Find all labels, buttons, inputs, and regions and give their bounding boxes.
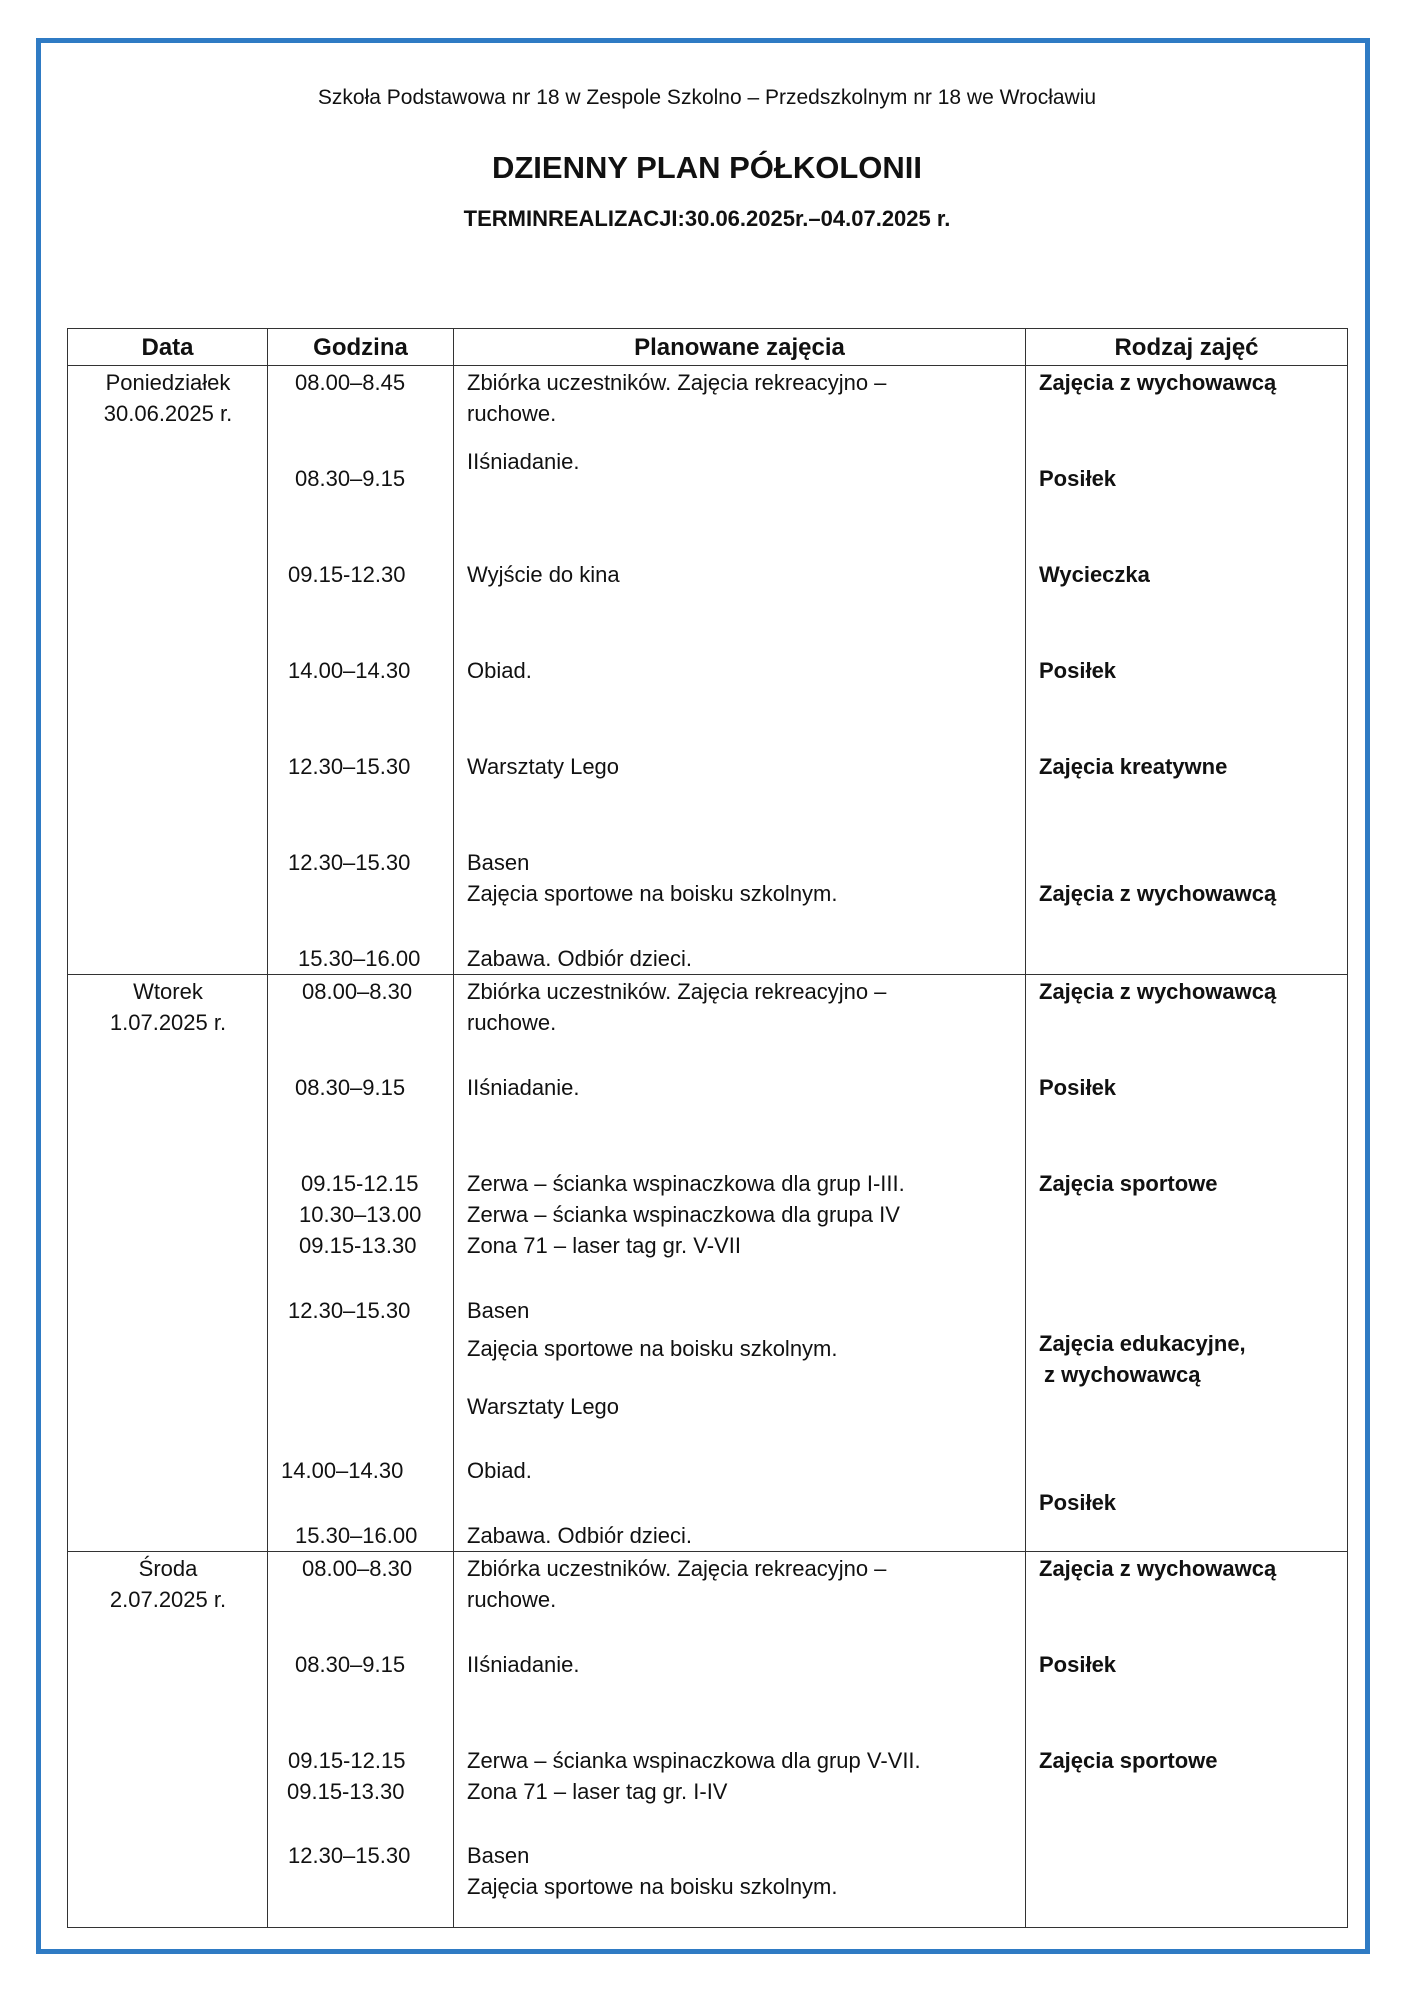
day-date: 30.06.2025 r. (103, 401, 233, 426)
hours-cell (268, 975, 454, 1552)
activity-line: ruchowe. (467, 401, 557, 426)
activity-line: Zajęcia sportowe na boisku szkolnym. (467, 1874, 838, 1899)
schedule-table (67, 328, 1348, 1928)
activity-line: Zbiórka uczestników. Zajęcia rekreacyjno – (467, 370, 887, 395)
hours-cell (268, 366, 454, 975)
activity-type: Zajęcia kreatywne (1039, 754, 1228, 779)
activity-line: Warsztaty Lego (467, 1394, 620, 1419)
activity-type: Zajęcia z wychowawcą (1039, 370, 1277, 395)
day-date: 2.07.2025 r. (109, 1587, 227, 1612)
activity-line: Zajęcia sportowe na boisku szkolnym. (467, 881, 838, 906)
date-cell (68, 366, 268, 975)
types-cell (1026, 1552, 1348, 1928)
activity-type: z wychowawcą (1044, 1362, 1201, 1387)
activity-type: Zajęcia sportowe (1039, 1748, 1218, 1773)
activity-type: Zajęcia z wychowawcą (1039, 979, 1277, 1004)
header-planowane-zajecia: Planowane zajęcia (454, 329, 1026, 366)
activity-line: Zerwa – ścianka wspinaczkowa dla grup I-III. (467, 1171, 905, 1196)
hour: 08.00–8.45 (295, 370, 406, 395)
activities-cell (454, 1552, 1026, 1928)
activity-line: Wyjście do kina (467, 562, 620, 587)
hour: 12.30–15.30 (288, 850, 411, 875)
hour: 08.30–9.15 (295, 1075, 406, 1100)
activity-type: Posiłek (1039, 1652, 1117, 1677)
activity-line: Basen (467, 850, 530, 875)
hour: 08.30–9.15 (295, 466, 406, 491)
hour: 15.30–16.00 (298, 946, 421, 971)
table-row-wednesday (68, 1552, 1348, 1928)
hour: 15.30–16.00 (295, 1523, 418, 1548)
hour: 14.00–14.30 (281, 1458, 404, 1483)
hour: 09.15-12.15 (288, 1748, 406, 1773)
header-rodzaj-zajec: Rodzaj zajęć (1026, 329, 1348, 366)
hour: 08.00–8.30 (302, 1556, 413, 1581)
term-dates: TERMINREALIZACJI:30.06.2025r.–04.07.2025 r. (463, 206, 951, 231)
activity-line: Zabawa. Odbiór dzieci. (467, 1523, 692, 1548)
types-cell (1026, 975, 1348, 1552)
activity-type: Zajęcia sportowe (1039, 1171, 1218, 1196)
activity-line: Zona 71 – laser tag gr. V-VII (467, 1233, 741, 1258)
day-date: 1.07.2025 r. (109, 1010, 227, 1035)
hour: 08.30–9.15 (295, 1652, 406, 1677)
activities-cell (454, 366, 1026, 975)
activity-type: Posiłek (1039, 1490, 1117, 1515)
activity-line: Zerwa – ścianka wspinaczkowa dla grupa IV (467, 1202, 900, 1227)
hour: 09.15-13.30 (299, 1233, 417, 1258)
activity-type: Zajęcia edukacyjne, (1039, 1331, 1246, 1356)
activity-line: Basen (467, 1843, 530, 1868)
school-name: Szkoła Podstawowa nr 18 w Zespole Szkolno – Przedszkolnym nr 18 we Wrocławiu (317, 86, 1097, 109)
activity-type: Zajęcia z wychowawcą (1039, 1556, 1277, 1581)
hour: 12.30–15.30 (288, 1298, 411, 1323)
activity-line: IIśniadanie. (467, 1652, 580, 1677)
activity-type: Posiłek (1039, 1075, 1117, 1100)
hour: 12.30–15.30 (288, 1843, 411, 1868)
types-cell (1026, 366, 1348, 975)
activity-type: Zajęcia z wychowawcą (1039, 881, 1277, 906)
activity-line: IIśniadanie. (467, 1075, 580, 1100)
activity-line: Obiad. (467, 658, 532, 683)
hour: 09.15-12.15 (301, 1171, 419, 1196)
activity-line: Warsztaty Lego (467, 754, 620, 779)
date-cell (68, 1552, 268, 1928)
activity-type: Posiłek (1039, 658, 1117, 683)
hour: 14.00–14.30 (288, 658, 411, 683)
activity-line: ruchowe. (467, 1010, 557, 1035)
date-cell (68, 975, 268, 1552)
activity-line: Basen (467, 1298, 530, 1323)
hour: 10.30–13.00 (299, 1202, 422, 1227)
day-name: Poniedziałek (105, 370, 231, 395)
hour: 12.30–15.30 (288, 754, 411, 779)
activity-type: Wycieczka (1039, 562, 1150, 587)
activity-line: ruchowe. (467, 1587, 557, 1612)
table-row-monday (68, 366, 1348, 975)
table-header-row (68, 329, 1348, 366)
header-data: Data (68, 329, 268, 366)
activity-line: Zerwa – ścianka wspinaczkowa dla grup V-VII. (467, 1748, 921, 1773)
day-name: Wtorek (133, 979, 203, 1004)
header-godzina: Godzina (268, 329, 454, 366)
activity-line: Zbiórka uczestników. Zajęcia rekreacyjno – (467, 1556, 887, 1581)
activity-type: Posiłek (1039, 466, 1117, 491)
activity-line: Zona 71 – laser tag gr. I-IV (467, 1779, 728, 1804)
activity-line: Zbiórka uczestników. Zajęcia rekreacyjno – (467, 979, 887, 1004)
day-name: Środa (138, 1556, 198, 1581)
hour: 09.15-13.30 (287, 1779, 405, 1804)
hours-cell (268, 1552, 454, 1928)
table-row-tuesday (68, 975, 1348, 1552)
hour: 09.15-12.30 (288, 562, 406, 587)
activity-line: Obiad. (467, 1458, 532, 1483)
activity-line: IIśniadanie. (467, 449, 580, 474)
hour: 08.00–8.30 (302, 979, 413, 1004)
activities-cell (454, 975, 1026, 1552)
activity-line: Zabawa. Odbiór dzieci. (467, 946, 692, 971)
activity-line: Zajęcia sportowe na boisku szkolnym. (467, 1336, 838, 1361)
document-title: DZIENNY PLAN PÓŁKOLONII (491, 150, 922, 185)
